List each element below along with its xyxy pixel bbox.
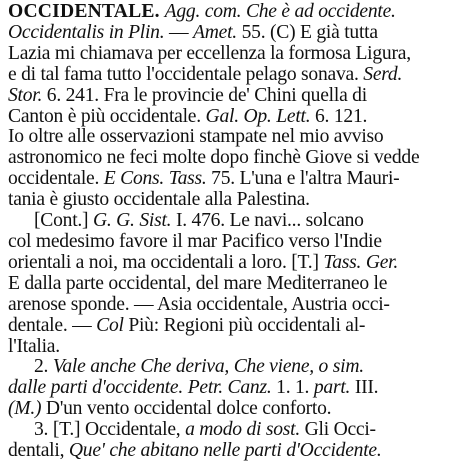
entry-line-22 xyxy=(8,441,466,462)
entry-line-6 xyxy=(8,107,466,128)
entry-line-7 xyxy=(8,127,466,148)
entry-text: Occidentalis in Plin. — Amet. 55. (C) E già tutta xyxy=(8,21,378,43)
entry-text: [Cont.] G. G. Sist. I. 476. Le navi... solcano xyxy=(34,210,364,232)
entry-text: tania è giusto occidentale alla Palestina. xyxy=(8,189,310,211)
entry-line-1 xyxy=(8,2,466,23)
entry-line-19 xyxy=(8,378,466,399)
entry-text: astronomico ne feci molte dopo finchè Giove si vedde xyxy=(8,147,420,169)
entry-text: dentale. — Col Più: Regioni più occidentali al- xyxy=(8,314,366,336)
entry-line-3 xyxy=(8,44,466,65)
entry-text: dentali, Que' che abitano nelle parti d'Occidente. xyxy=(8,440,382,462)
entry-line-16 xyxy=(8,316,466,337)
entry-text: 3. [T.] Occidentale, a modo di sost. Gli Occi- xyxy=(34,419,376,441)
entry-text: (M.) D'un vento occidental dolce conforto. xyxy=(8,398,332,420)
entry-headword: OCCIDENTALE. xyxy=(8,1,160,22)
entry-text: arenose sponde. — Asia occidentale, Austria occi- xyxy=(8,293,390,315)
entry-line-20 xyxy=(8,399,466,420)
entry-line-9 xyxy=(8,169,466,190)
entry-line-12 xyxy=(8,232,466,253)
entry-definition: Agg. com. Che è ad occidente. xyxy=(164,1,396,22)
entry-text: 2. Vale anche Che deriva, Che viene, o sim. xyxy=(34,356,364,378)
entry-text: Lazia mi chiamava per eccellenza la formosa Ligura, xyxy=(8,42,411,64)
entry-line-21 xyxy=(8,420,466,441)
entry-text: col medesimo favore il mar Pacifico verso l'Indie xyxy=(8,230,382,252)
entry-text: occidentale. E Cons. Tass. 75. L'una e l'altra Mauri- xyxy=(8,168,400,190)
entry-line-11 xyxy=(8,211,466,232)
entry-text: orientali a noi, ma occidentali a loro. [T.] Tass. Ger. xyxy=(8,251,399,273)
entry-line-18 xyxy=(8,357,466,378)
entry-line-8 xyxy=(8,148,466,169)
entry-line-5 xyxy=(8,86,466,107)
entry-line-4 xyxy=(8,65,466,86)
entry-line-15 xyxy=(8,295,466,316)
entry-line-2 xyxy=(8,23,466,44)
entry-text: dalle parti d'occidente. Petr. Canz. 1. 1. part. III. xyxy=(8,377,379,399)
entry-line-17 xyxy=(8,337,466,358)
entry-text: Stor. 6. 241. Fra le provincie de' Chini quella di xyxy=(8,84,367,106)
entry-text: E dalla parte occidental, del mare Mediterraneo le xyxy=(8,272,388,294)
entry-line-14 xyxy=(8,274,466,295)
entry-text: Canton è più occidentale. Gal. Op. Lett. 6. 121. xyxy=(8,105,368,127)
entry-text: l'Italia. xyxy=(8,335,60,357)
entry-line-10 xyxy=(8,190,466,211)
entry-text: Io oltre alle osservazioni stampate nel mio avviso xyxy=(8,126,384,148)
entry-line-13 xyxy=(8,253,466,274)
entry-text: e di tal fama tutto l'occidentale pelago sonava. Serd. xyxy=(8,63,403,85)
